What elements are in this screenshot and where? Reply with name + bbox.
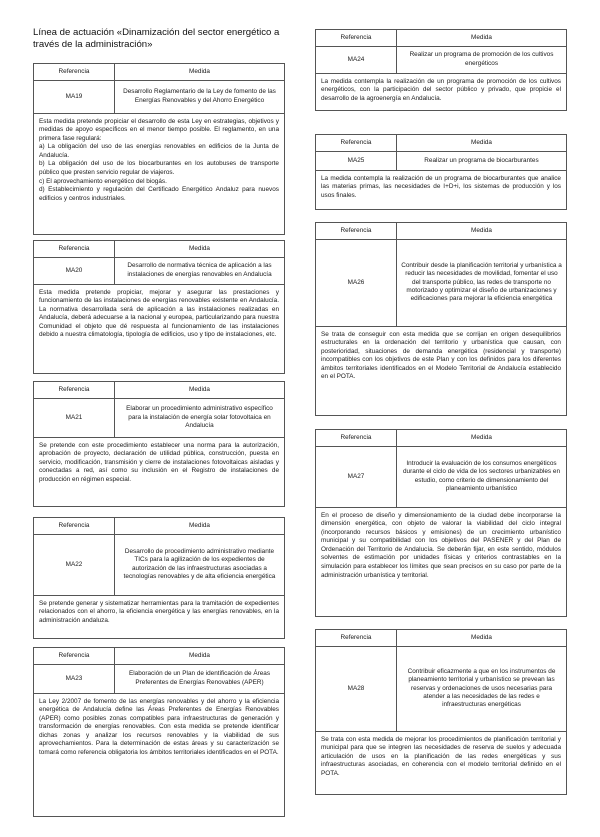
measure-description: [34, 284, 284, 373]
measure-title: Desarrollo de normativa técnica de aplicación a las instalaciones de energías renovables en Andalucía: [127, 262, 272, 278]
measure-ref: MA19: [34, 81, 115, 113]
description-item: d) Establecimiento y regulación del Certificado Energético Andaluz para nuevos edificios y centros industriales.: [39, 186, 279, 202]
measure-card-ma26: [315, 222, 567, 416]
header-referencia: Referencia: [316, 135, 397, 152]
section-title: Línea de actuación «Dinamización del sector energético a través de la administración»: [33, 27, 280, 50]
measure-ref: MA21: [34, 399, 115, 437]
measure-ref: MA22: [34, 535, 115, 595]
measure-ref: MA26: [316, 240, 397, 326]
header-medida: Medida: [115, 648, 285, 665]
measure-card-ma24: [315, 29, 567, 111]
description-paragraph: Se trata de conseguir con esta medida que se corrijan en origen desequilibrios estructurales en la ordenación del territorio y urbanística que causan, con posterioridad, situaciones de demanda energética (residencial y transporte) incompatibles con los objetivos de este Plan y con los definidos para los diferentes ámbitos territoriales identificados en el Modelo Territorial de Andalucía establecido en el POTA.: [321, 330, 561, 381]
header-referencia: Referencia: [34, 382, 115, 399]
header-referencia: Referencia: [34, 241, 115, 258]
description-item: a) La obligación del uso de las energías renovables en edificios de la Junta de Andalucía.: [39, 143, 279, 159]
description-paragraph: La medida contempla la realización de un programa de promoción de los cultivos energéticos, con la participación del sector público y privado, que propicie el desarrollo de la agroenergía en Andalucía.: [321, 77, 561, 102]
description-paragraph: La medida contempla la realización de un programa de biocarburantes que analice las materias primas, las necesidades de I+D+i, los sistemas de producción y los usos finales.: [321, 174, 561, 199]
header-medida: Medida: [115, 241, 285, 258]
measure-title: Introducir la evaluación de los consumos energéticos durante el ciclo de vida de los sectores urbanizables en estudio, como criterio de dimensionamiento del planeamiento urbanístico: [402, 459, 561, 493]
measure-ref: MA25: [316, 152, 397, 170]
description-paragraph: Se pretende generar y sistematizar herramientas para la tramitación de expedientes relacionados con el ahorro, la eficiencia energética y las energías renovables, en la administración andaluza.: [39, 599, 279, 624]
header-medida: Medida: [115, 64, 285, 81]
description-paragraph: La Ley 2/2007 de fomento de las energías renovables y del ahorro y la eficiencia energética de Andalucía define las Áreas Preferentes de Energías Renovables (APER) como posibles zonas compatibles para infraestructuras de generación y transformación de energías renovables. Con esta medida se pretende identificar dichas zonas y analizar los recursos renovables y la viabilidad de sus aprovechamientos. Para la determinación de estas áreas y su caracterización se tomará como referencia obligatoria los ámbitos territoriales identificados en el POTA.: [39, 697, 279, 757]
description-paragraph: Se pretende con este procedimiento establecer una norma para la autorización, aprobación de proyecto, declaración de utilidad pública, construcción, puesta en servicio, modificación, transmisión y cierre de instalaciones fotovoltaicas aisladas y conectadas a red, así como su inclusión en el Registro de instalaciones de producción en régimen especial.: [39, 441, 279, 483]
description-paragraph: En el proceso de diseño y dimensionamiento de la ciudad debe incorporarse la dimensión energética, con objeto de valorar la viabilidad del ciclo integral (incorporando recursos básicos y emisiones) de un crecimiento urbanístico municipal y su compatibilidad con los objetivos del PASENER y del Plan de Ordenación del Territorio de Andalucía. Se deberán fijar, en este sentido, módulos solventes de estimación por unidades físicas y criterios contrastables en la simulación para establecer los límites que sean precisos en su caso por parte de la administración urbanística y territorial.: [321, 511, 561, 579]
measure-card-ma21: [33, 381, 285, 507]
measure-description: [316, 731, 566, 794]
header-referencia: Referencia: [34, 64, 115, 81]
measure-description: [316, 73, 566, 110]
measure-card-ma23: [33, 647, 285, 817]
header-referencia: Referencia: [34, 648, 115, 665]
measure-ref: MA20: [34, 258, 115, 284]
measure-ref: MA28: [316, 647, 397, 731]
measure-title: Elaborar un procedimiento administrativo específico para la instalación de energía solar fotovoltaica en Andalucía: [126, 405, 273, 429]
header-medida: Medida: [397, 30, 567, 47]
header-referencia: Referencia: [316, 430, 397, 447]
description-item: b) La obligación del uso de los biocarburantes en los autobuses de transporte público que presten servicio regular de viajeros.: [39, 160, 279, 177]
description-paragraph: Se trata con esta medida de mejorar los procedimientos de planificación territorial y municipal para que se integren las necesidades de reserva de suelos y adecuada articulación de usos en la planificación de las redes energéticas y sus infraestructuras asociadas, en coherencia con el modelo territorial definido en el POTA.: [321, 735, 561, 777]
measure-ref: MA23: [34, 665, 115, 693]
header-medida: Medida: [397, 223, 567, 240]
measure-ref: MA24: [316, 47, 397, 73]
measure-description: [316, 507, 566, 616]
measure-card-ma25: [315, 134, 567, 210]
header-referencia: Referencia: [316, 30, 397, 47]
header-medida: Medida: [397, 430, 567, 447]
measure-description: [316, 170, 566, 209]
description-paragraph: Esta medida pretende propiciar, mejorar y asegurar las prestaciones y funcionamiento de las instalaciones de energías renovables existente en Andalucía. La normativa desarrollada será de aplicación a las instalaciones realizadas en Andalucía, deberá adecuarse a la nacional y europea, particularizando para nuestra Comunidad el objeto que dé respuesta al funcionamiento de las instalaciones debido a nuestra climatología, tipología de edificios, uso y tipo de instalaciones, etc.: [39, 288, 279, 339]
header-medida: Medida: [397, 630, 567, 647]
header-medida: Medida: [115, 518, 285, 535]
description-item: c) El aprovechamiento energético del biogás.: [39, 177, 167, 185]
measure-card-ma28: [315, 629, 567, 795]
description-paragraph: Esta medida pretende propiciar el desarrollo de esta Ley en estrategias, objetivos y medidas de apoyo específicos en el menor tiempo posible. El reglamento, en una primera fase regulará:: [39, 117, 279, 142]
measure-title: Elaboración de un Plan de identificación de Áreas Preferentes de Energías Renovables (APER): [128, 670, 271, 686]
measure-card-ma19: [33, 63, 285, 235]
measure-description: [34, 437, 284, 506]
measure-card-ma20: [33, 240, 285, 374]
header-medida: Medida: [397, 135, 567, 152]
measure-description: [34, 595, 284, 638]
header-medida: Medida: [115, 382, 285, 399]
measure-description: [316, 326, 566, 415]
measure-title: Realizar un programa de biocarburantes: [424, 156, 539, 164]
measure-card-ma22: [33, 517, 285, 639]
measure-title: Contribuir eficazmente a que en los instrumentos de planeamiento territorial y urbanístico se prevean las reservas y ordenaciones de usos necesarias para atender a las necesidades de las redes e infraestructuras energéticas: [407, 667, 556, 709]
measure-ref: MA27: [316, 447, 397, 507]
measure-description: [34, 113, 284, 234]
measure-card-ma27: [315, 429, 567, 617]
header-referencia: Referencia: [316, 223, 397, 240]
header-referencia: Referencia: [316, 630, 397, 647]
measure-title: Desarrollo Reglamentario de la Ley de fomento de las Energías Renovables y del Ahorro Energético: [123, 88, 276, 104]
header-referencia: Referencia: [34, 518, 115, 535]
measure-title: Contribuir desde la planificación territorial y urbanística a reducir las necesidades de movilidad, fomentar el uso del transporte público, las redes de transporte no motorizado y optimizar el diseño de urbanizaciones y edificaciones para mejorar la eficiencia energética: [401, 261, 562, 303]
measure-title: Desarrollo de procedimiento administrativo mediante TICs para la agilización de los expedientes de autorización de las infraestructuras asociadas a tecnologías renovables y de alta eficiencia energética: [123, 547, 276, 581]
measure-description: [34, 693, 284, 816]
measure-title: Realizar un programa de promoción de los cultivos energéticos: [409, 51, 554, 67]
